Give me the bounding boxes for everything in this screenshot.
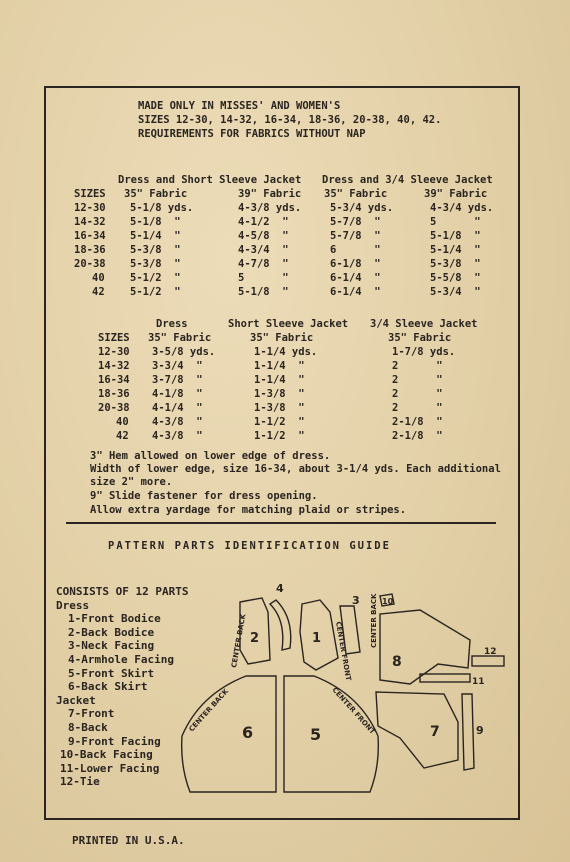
table2-row-2-col-3: 2 " bbox=[392, 360, 443, 372]
piece-number-1: 1 bbox=[312, 631, 322, 646]
center-front-label-skirt: CENTER FRONT bbox=[330, 685, 377, 736]
jacket-back-piece bbox=[380, 610, 470, 684]
table1-row-5-col-1: 5-3/8 " bbox=[130, 258, 181, 270]
table2-row-5-col-1: 4-1/4 " bbox=[152, 402, 203, 414]
table1-row-5-col-4: 5-3/8 " bbox=[430, 258, 481, 270]
piece-number-5: 5 bbox=[310, 725, 322, 744]
table1-row-4-col-3: 6 " bbox=[330, 244, 381, 256]
table2-row-4-col-2: 1-3/8 " bbox=[254, 388, 305, 400]
table1-row-5-col-0: 20-38 bbox=[74, 258, 106, 270]
armhole-facing-piece bbox=[270, 600, 291, 650]
piece-number-4: 4 bbox=[276, 582, 284, 595]
table2-row-1-col-3: 1-7/8 yds. bbox=[392, 346, 456, 358]
center-front-label-bodice: CENTER FRONT bbox=[334, 620, 353, 682]
note-width: Width of lower edge, size 16-34, about 3-1/4 yds. Each additional bbox=[90, 463, 501, 475]
center-back-label-jacket: CENTER BACK bbox=[370, 593, 378, 648]
table1-row-2-col-0: 14-32 bbox=[74, 216, 106, 228]
dress-part-2: 2-Back Bodice bbox=[68, 625, 155, 639]
piece-number-12: 12 bbox=[484, 647, 497, 657]
dress-part-1: 1-Front Bodice bbox=[68, 612, 161, 626]
table2-row-2-col-1: 3-3/4 " bbox=[152, 360, 203, 372]
table2-row-5-col-2: 1-3/8 " bbox=[254, 402, 305, 414]
jacket-label: Jacket bbox=[56, 693, 96, 707]
header-line-2: SIZES 12-30, 14-32, 16-34, 18-36, 20-38, 40, 42. bbox=[138, 114, 442, 126]
table2-row-6-col-3: 2-1/8 " bbox=[392, 416, 443, 428]
note-width-cont: size 2" more. bbox=[90, 476, 173, 488]
table1-col-2: 39" Fabric bbox=[238, 188, 302, 200]
table1-row-3-col-2: 4-5/8 " bbox=[238, 230, 289, 242]
table1-row-1-col-0: 12-30 bbox=[74, 202, 106, 214]
jacket-part-11: 11-Lower Facing bbox=[60, 761, 160, 775]
table1-row-7-col-3: 6-1/4 " bbox=[330, 286, 381, 298]
piece-number-10: 10 bbox=[382, 597, 394, 606]
table2-row-4-col-1: 4-1/8 " bbox=[152, 388, 203, 400]
table1-row-3-col-3: 5-7/8 " bbox=[330, 230, 381, 242]
jacket-part-10: 10-Back Facing bbox=[60, 748, 153, 762]
note-plaid: Allow extra yardage for matching plaid or stripes. bbox=[90, 504, 407, 516]
table2-row-7-col-2: 1-1/2 " bbox=[254, 430, 305, 442]
table1-col-sizes: SIZES bbox=[74, 188, 106, 200]
table2-row-2-col-0: 14-32 bbox=[98, 360, 130, 372]
table2-row-6-col-2: 1-1/2 " bbox=[254, 416, 305, 428]
table1-row-1-col-3: 5-3/4 yds. bbox=[330, 202, 394, 214]
table1-row-2-col-1: 5-1/8 " bbox=[130, 216, 181, 228]
jacket-part-12: 12-Tie bbox=[60, 775, 100, 789]
table1-col-3: 35" Fabric bbox=[324, 188, 388, 200]
table2-row-3-col-1: 3-7/8 " bbox=[152, 374, 203, 386]
table1-row-2-col-4: 5 " bbox=[430, 216, 481, 228]
table1-row-4-col-0: 18-36 bbox=[74, 244, 106, 256]
table2-row-7-col-0: 42 bbox=[116, 430, 129, 442]
table2-col-sizes: SIZES bbox=[98, 332, 130, 344]
table2-group-3: 3/4 Sleeve Jacket bbox=[370, 318, 478, 330]
dress-label: Dress bbox=[56, 598, 90, 612]
front-facing-piece bbox=[462, 694, 474, 770]
table1-row-2-col-3: 5-7/8 " bbox=[330, 216, 381, 228]
piece-number-3: 3 bbox=[352, 594, 360, 607]
dress-part-6: 6-Back Skirt bbox=[68, 680, 148, 694]
table1-group-1: Dress and Short Sleeve Jacket bbox=[118, 174, 302, 186]
table1-row-4-col-1: 5-3/8 " bbox=[130, 244, 181, 256]
table2-row-4-col-3: 2 " bbox=[392, 388, 443, 400]
piece-number-8: 8 bbox=[392, 654, 402, 670]
piece-number-2: 2 bbox=[250, 631, 260, 646]
table2-row-3-col-0: 16-34 bbox=[98, 374, 130, 386]
table2-row-7-col-1: 4-3/8 " bbox=[152, 430, 203, 442]
table2-row-7-col-3: 2-1/8 " bbox=[392, 430, 443, 442]
jacket-part-7: 7-Front bbox=[68, 707, 115, 721]
table1-row-7-col-2: 5-1/8 " bbox=[238, 286, 289, 298]
table1-row-4-col-4: 5-1/4 " bbox=[430, 244, 481, 256]
jacket-part-8: 8-Back bbox=[68, 720, 108, 734]
jacket-front-piece bbox=[376, 692, 458, 768]
table2-row-5-col-3: 2 " bbox=[392, 402, 443, 414]
table1-col-1: 35" Fabric bbox=[124, 188, 188, 200]
table2-group-1: Dress bbox=[156, 318, 188, 330]
dress-part-4: 4-Armhole Facing bbox=[68, 652, 174, 666]
piece-number-6: 6 bbox=[242, 723, 254, 742]
table1-row-6-col-1: 5-1/2 " bbox=[130, 272, 181, 284]
table2-row-1-col-1: 3-5/8 yds. bbox=[152, 346, 216, 358]
piece-number-7: 7 bbox=[430, 724, 440, 740]
table1-group-2: Dress and 3/4 Sleeve Jacket bbox=[322, 174, 493, 186]
table1-row-7-col-4: 5-3/4 " bbox=[430, 286, 481, 298]
front-skirt-piece bbox=[284, 676, 378, 792]
table2-row-1-col-0: 12-30 bbox=[98, 346, 130, 358]
piece-number-9: 9 bbox=[476, 724, 484, 737]
table1-row-5-col-3: 6-1/8 " bbox=[330, 258, 381, 270]
table1-row-7-col-0: 42 bbox=[92, 286, 105, 298]
table2-col-2: 35" Fabric bbox=[250, 332, 314, 344]
table1-row-2-col-2: 4-1/2 " bbox=[238, 216, 289, 228]
table1-row-6-col-0: 40 bbox=[92, 272, 105, 284]
note-hem: 3" Hem allowed on lower edge of dress. bbox=[90, 450, 331, 462]
table1-row-6-col-3: 6-1/4 " bbox=[330, 272, 381, 284]
table2-col-1: 35" Fabric bbox=[148, 332, 212, 344]
table1-row-1-col-4: 4-3/4 yds. bbox=[430, 202, 494, 214]
table1-row-7-col-1: 5-1/2 " bbox=[130, 286, 181, 298]
dress-part-5: 5-Front Skirt bbox=[68, 666, 155, 680]
jacket-part-9: 9-Front Facing bbox=[68, 734, 161, 748]
table1-row-4-col-2: 4-3/4 " bbox=[238, 244, 289, 256]
header-line-3: REQUIREMENTS FOR FABRICS WITHOUT NAP bbox=[138, 128, 366, 140]
table2-row-3-col-3: 2 " bbox=[392, 374, 443, 386]
guide-title: PATTERN PARTS IDENTIFICATION GUIDE bbox=[108, 540, 391, 552]
table1-col-4: 39" Fabric bbox=[424, 188, 488, 200]
center-back-label-bodice: CENTER BACK bbox=[230, 613, 248, 669]
table2-row-5-col-0: 20-38 bbox=[98, 402, 130, 414]
table1-row-1-col-2: 4-3/8 yds. bbox=[238, 202, 302, 214]
table2-group-2: Short Sleeve Jacket bbox=[228, 318, 349, 330]
table2-row-6-col-0: 40 bbox=[116, 416, 129, 428]
dress-part-3: 3-Neck Facing bbox=[68, 639, 155, 653]
printed-in-usa: PRINTED IN U.S.A. bbox=[72, 834, 185, 847]
lower-facing-piece bbox=[420, 674, 470, 682]
center-back-label-skirt: CENTER BACK bbox=[187, 687, 230, 734]
tie-piece bbox=[472, 656, 504, 666]
note-fastener: 9" Slide fastener for dress opening. bbox=[90, 490, 318, 502]
table1-row-6-col-2: 5 " bbox=[238, 272, 289, 284]
header-line-1: MADE ONLY IN MISSES' AND WOMEN'S bbox=[138, 100, 341, 112]
table1-row-3-col-4: 5-1/8 " bbox=[430, 230, 481, 242]
table2-row-3-col-2: 1-1/4 " bbox=[254, 374, 305, 386]
piece-number-11: 11 bbox=[472, 677, 485, 687]
table1-row-1-col-1: 5-1/8 yds. bbox=[130, 202, 194, 214]
parts-heading: CONSISTS OF 12 PARTS bbox=[56, 585, 189, 598]
table1-row-3-col-0: 16-34 bbox=[74, 230, 106, 242]
table2-row-2-col-2: 1-1/4 " bbox=[254, 360, 305, 372]
table2-col-3: 35" Fabric bbox=[388, 332, 452, 344]
table2-row-6-col-1: 4-3/8 " bbox=[152, 416, 203, 428]
table2-row-1-col-2: 1-1/4 yds. bbox=[254, 346, 318, 358]
table1-row-6-col-4: 5-5/8 " bbox=[430, 272, 481, 284]
table1-row-3-col-1: 5-1/4 " bbox=[130, 230, 181, 242]
table1-row-5-col-2: 4-7/8 " bbox=[238, 258, 289, 270]
table2-row-4-col-0: 18-36 bbox=[98, 388, 130, 400]
